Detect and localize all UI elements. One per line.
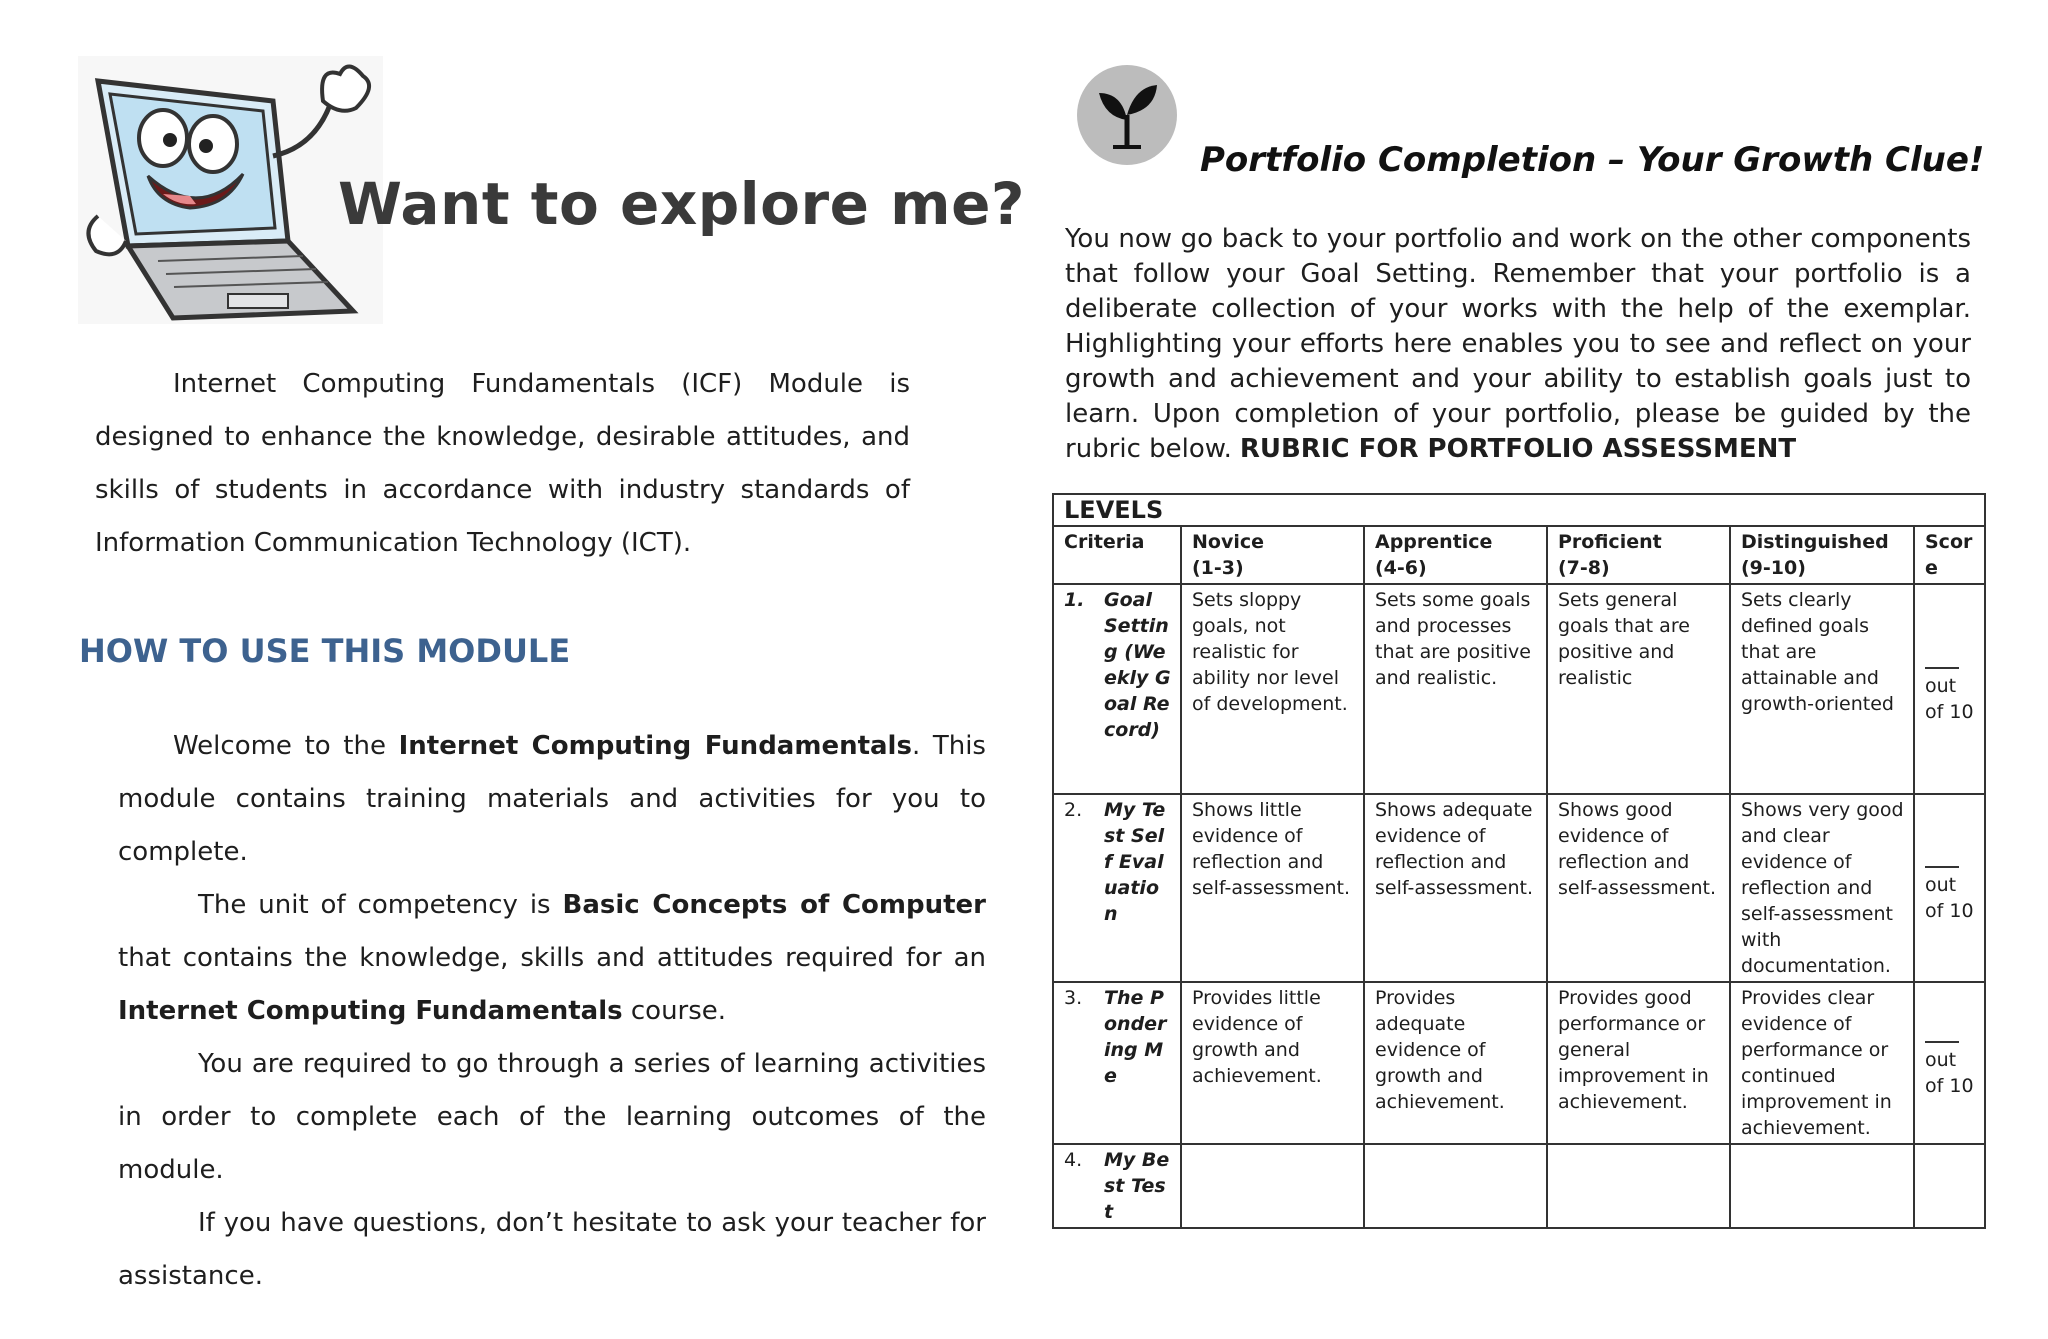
header-apprentice: Apprentice (4-6)	[1364, 526, 1547, 584]
paragraph-competency: The unit of competency is Basic Concepts of Computer that contains the knowledge, skills and attitudes required for an Internet Computing Fundamentals course.	[118, 890, 987, 1026]
header-proficient: Proficient (7-8)	[1547, 526, 1730, 584]
novice-cell: Provides little evidence of growth and achievement.	[1181, 982, 1364, 1144]
proficient-cell	[1547, 1144, 1730, 1228]
apprentice-cell: Shows adequate evidence of reflection and self-assessment.	[1364, 794, 1547, 982]
portfolio-title: Portfolio Completion – Your Growth Clue!	[1200, 140, 1985, 180]
headline: Want to explore me?	[338, 170, 1026, 238]
table-row	[1053, 982, 1985, 1144]
section-heading: HOW TO USE THIS MODULE	[79, 632, 571, 670]
score-cell	[1914, 1144, 1985, 1228]
score-cell: out of 10	[1914, 794, 1985, 982]
criterion-cell: 1. Goal Setting (Weekly Goal Record)	[1053, 584, 1181, 794]
distinguished-cell: Sets clearly defined goals that are attainable and growth-oriented	[1730, 584, 1914, 794]
paragraph-activities: You are required to go through a series of learning activities in order to complete each of the learning outcomes of the module.	[118, 1049, 986, 1185]
criterion-cell: 3. The Pondering Me	[1053, 982, 1181, 1144]
rubric-title: RUBRIC FOR PORTFOLIO ASSESSMENT	[1239, 434, 1797, 464]
proficient-cell: Shows good evidence of reflection and self-assessment.	[1547, 794, 1730, 982]
header-novice: Novice (1-3)	[1181, 526, 1364, 584]
how-to-use-text	[118, 720, 986, 1303]
criterion-cell: 4. My Best Test	[1053, 1144, 1181, 1228]
score-blank-line	[1925, 1027, 1959, 1043]
plant-icon	[1077, 65, 1177, 165]
table-row	[1053, 1144, 1985, 1228]
proficient-cell: Provides good performance or general improvement in achievement.	[1547, 982, 1730, 1144]
score-cell: out of 10	[1914, 584, 1985, 794]
apprentice-cell: Sets some goals and processes that are positive and realistic.	[1364, 584, 1547, 794]
score-cell: out of 10	[1914, 982, 1985, 1144]
column-header-row	[1053, 526, 1985, 584]
distinguished-cell: Shows very good and clear evidence of reflection and self-assessment with documentation.	[1730, 794, 1914, 982]
distinguished-cell	[1730, 1144, 1914, 1228]
intro-paragraph: Internet Computing Fundamentals (ICF) Module is designed to enhance the knowledge, desirable attitudes, and skills of students in accordance with industry standards of Information Communication Technology (ICT).	[95, 369, 910, 558]
paragraph-welcome: Welcome to the Internet Computing Fundamentals. This module contains training materials and activities for you to complete.	[118, 731, 986, 867]
novice-cell: Sets sloppy goals, not realistic for ability nor level of development.	[1181, 584, 1364, 794]
proficient-cell: Sets general goals that are positive and realistic	[1547, 584, 1730, 794]
table-row	[1053, 584, 1985, 794]
apprentice-cell	[1364, 1144, 1547, 1228]
novice-cell: Shows little evidence of reflection and self-assessment.	[1181, 794, 1364, 982]
levels-header: LEVELS	[1053, 494, 1985, 526]
distinguished-cell: Provides clear evidence of performance or continued improvement in achievement.	[1730, 982, 1914, 1144]
table-row	[1053, 794, 1985, 982]
paragraph-questions: If you have questions, don’t hesitate to ask your teacher for assistance.	[118, 1208, 986, 1291]
novice-cell	[1181, 1144, 1364, 1228]
apprentice-cell: Provides adequate evidence of growth and achievement.	[1364, 982, 1547, 1144]
header-distinguished: Distinguished (9-10)	[1730, 526, 1914, 584]
score-blank-line	[1925, 653, 1959, 669]
header-score: Score	[1914, 526, 1985, 584]
levels-header-row	[1053, 494, 1985, 526]
header-criteria: Criteria	[1053, 526, 1181, 584]
score-blank-line	[1925, 852, 1959, 868]
rubric-table	[1052, 493, 1986, 1229]
portfolio-body: You now go back to your portfolio and work on the other components that follow your Goal Setting. Remember that your portfolio is a deliberate collection of your works with the help of the exemplar. Highlighting your efforts here enables you to see and reflect on your growth and achievement and your ability to establish goals just to learn. Upon completion of your portfolio, please be guided by the rubric below.	[1065, 224, 1971, 464]
criterion-cell: 2. My Test Self Evaluation	[1053, 794, 1181, 982]
